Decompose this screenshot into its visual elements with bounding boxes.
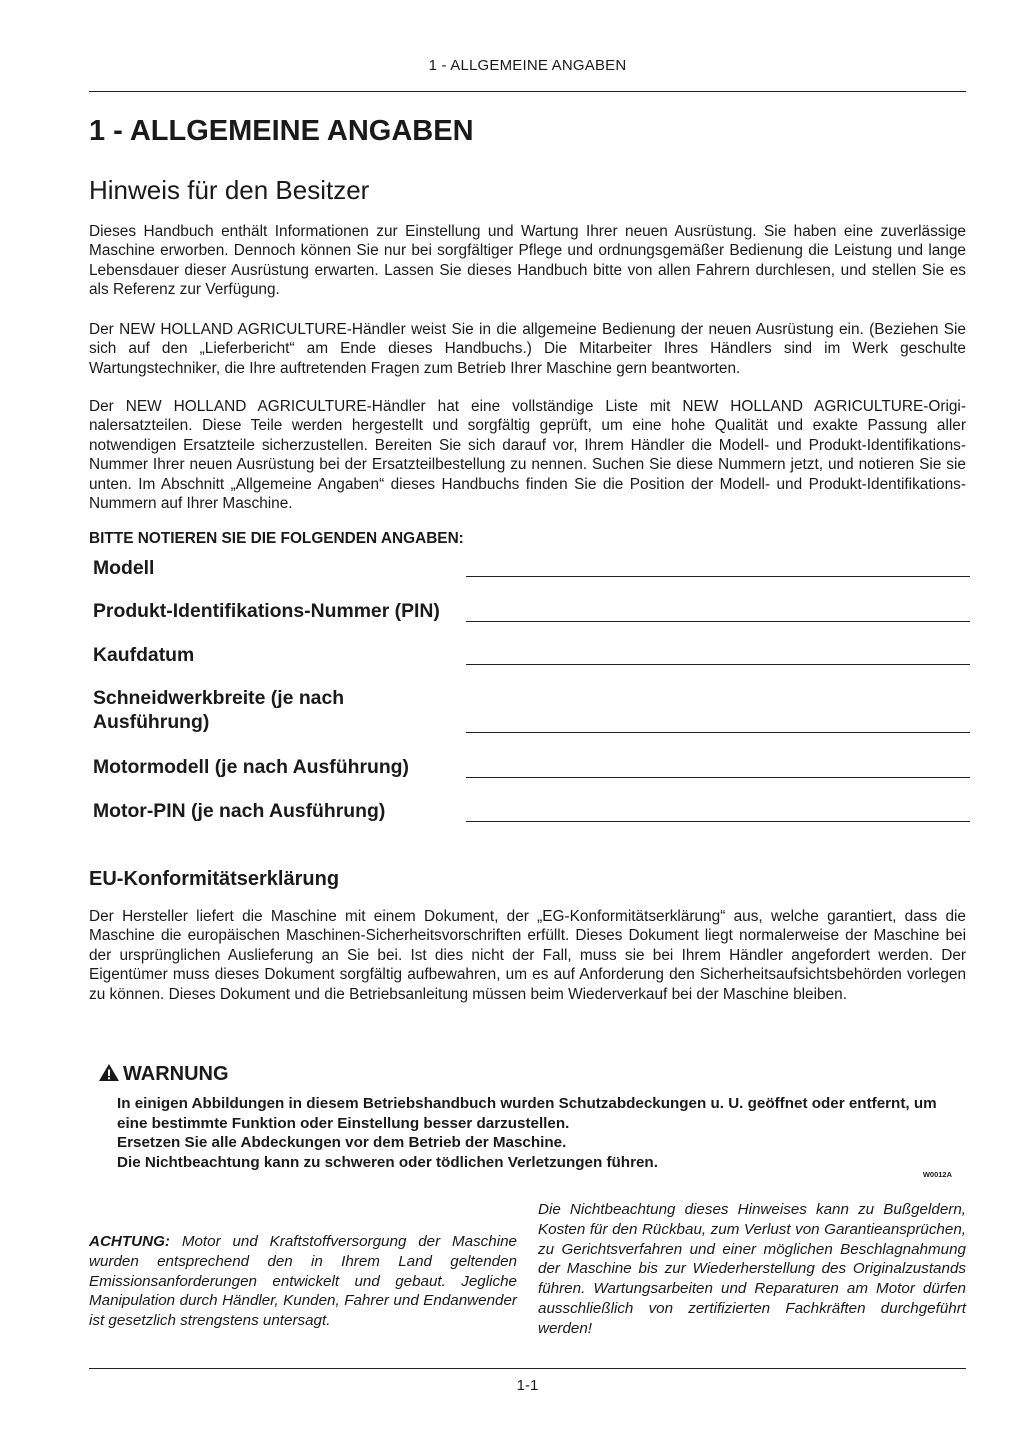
record-heading: BITTE NOTIEREN SIE DIE FOLGENDEN ANGABEN: [89, 530, 464, 547]
record-fill-line[interactable] [466, 821, 970, 822]
warning-title: WARNUNG [123, 1063, 229, 1085]
dealer-instruction-paragraph: Der NEW HOLLAND AGRICULTURE-Händler weist Sie in die allgemeine Bedienung der neuen Ausrüstung ein. (Beziehen Sie sich auf den „Lieferbericht“ am Ende dieses Handbuchs.) Die Mitarbeiter Ihres Händlers sind im Werk geschulte Wartungstechniker, die Ihre auftretenden Fragen zum Betrieb Ihrer Maschine gern beantworten. [89, 321, 966, 377]
warning-text [117, 1094, 966, 1172]
spare-parts-paragraph: Der NEW HOLLAND AGRICULTURE-Händler hat eine vollständige Liste mit NEW HOLLAND AGRICULTURE-Originalersatzteilen. Diese Teile werden hergestellt und sorgfältig geprüft, um eine hohe Qualität und exakte Passung aller notwendigen Ersatzteile sicherzustellen. Bereiten Sie sich darauf vor, Ihrem Händler die Modell- und Produkt-Identifikations-Nummer Ihrer neuen Ausrüstung bei der Ersatzteilbestellung zu nennen. Suchen Sie diese Nummern jetzt, und notieren Sie sie unten. Im Abschnitt „Allgemeine Angaben“ dieses Handbuchs finden Sie die Position der Modell- und Produkt-Identifikations-Nummern auf Ihrer Maschine. [89, 398, 966, 513]
record-label: Motormodell (je nach Ausführung) [93, 756, 409, 778]
page-number: 1-1 [516, 1377, 539, 1394]
record-fill-line[interactable] [466, 732, 970, 733]
warning-box [89, 1062, 966, 1180]
warning-code: W0012A [922, 1170, 952, 1179]
eu-conformity-title: EU-Konformitätserklärung [89, 868, 340, 890]
warning-heading [98, 1063, 229, 1086]
footer-rule [89, 1368, 966, 1369]
record-fill-line[interactable] [466, 576, 970, 577]
record-fill-line[interactable] [466, 621, 970, 622]
record-label: Schneidwerkbreite (je nach Ausführung) [93, 687, 345, 733]
record-label: Produkt-Identifikations-Nummer (PIN) [93, 600, 440, 622]
warning-line: In einigen Abbildungen in diesem Betriebshandbuch wurden Schutzabdeckungen u. U. geöffnet oder entfernt, um eine bestimmte Funktion oder Einstellung besser darzustellen. [117, 1095, 937, 1132]
attention-right-column: Die Nichtbeachtung dieses Hinweises kann zu Bußgeldern, Kosten für den Rückbau, zum Verlust von Garantieansprüchen, zu Gerichtsverfahren und einer möglichen Beschlagnahmung der Maschine bis zur Wiederherstellung des Originalzustands führen. Wartungsarbeiten und Reparaturen am Motor dürfen ausschließlich von zertifizierten Fachkräften durchgeführt werden! [538, 1201, 966, 1337]
attention-label: ACHTUNG: [89, 1233, 170, 1250]
warning-line: Ersetzen Sie alle Abdeckungen vor dem Betrieb der Maschine. [117, 1134, 567, 1152]
attention-left-column [89, 1232, 517, 1331]
record-label: Kaufdatum [93, 644, 195, 666]
eu-conformity-paragraph: Der Hersteller liefert die Maschine mit einem Dokument, der „EG-Konformitätserklärung“ aus, welche garantiert, dass die Maschine die europäischen Maschinen-Sicherheitsvorschriften erfüllt. Dieses Dokument liegt normalerweise der Maschine bei der ursprünglichen Auslieferung an Sie bei. Ist dies nicht der Fall, muss sie bei Ihrem Händler angefordert werden. Der Eigentümer muss dieses Dokument sorgfältig aufbewahren, um es auf Anforderung den Sicherheitsaufsichtsbehörden vorlegen zu können. Dieses Dokument und die Betriebsanleitung müssen beim Wiederverkauf bei der Maschine bleiben. [89, 908, 966, 1003]
warning-line: Die Nichtbeachtung kann zu schweren oder tödlichen Verletzungen führen. [117, 1153, 658, 1171]
header-rule [89, 91, 966, 92]
record-label: Motor-PIN (je nach Ausführung) [93, 800, 386, 822]
record-label: Modell [93, 557, 155, 579]
warning-triangle-icon [98, 1063, 120, 1082]
running-head: 1 - ALLGEMEINE ANGABEN [428, 57, 627, 74]
chapter-title: 1 - ALLGEMEINE ANGABEN [89, 115, 474, 147]
owner-notice-paragraph: Dieses Handbuch enthält Informationen zur Einstellung und Wartung Ihrer neuen Ausrüstung. Sie haben eine zuverlässige Maschine erworben. Dennoch können Sie nur bei sorgfältiger Pflege und ordnungsgemäßer Bedienung die Leistung und lange Lebensdauer dieser Ausrüstung erwarten. Lassen Sie dieses Handbuch bitte von allen Fahrern durchlesen, und stellen Sie es als Referenz zur Verfügung. [89, 223, 966, 299]
attention-text: Motor und Kraftstoffversorgung der Maschine wurden entsprechend den in Ihrem Land geltenden Emissionsanforderungen entwickelt und gebaut. Jegliche Manipulation durch Händler, Kunden, Fahrer und Endanwender ist gesetzlich strengstens untersagt. [89, 1233, 517, 1330]
section-title: Hinweis für den Besitzer [89, 175, 370, 205]
record-fill-line[interactable] [466, 777, 970, 778]
record-fill-line[interactable] [466, 664, 970, 665]
